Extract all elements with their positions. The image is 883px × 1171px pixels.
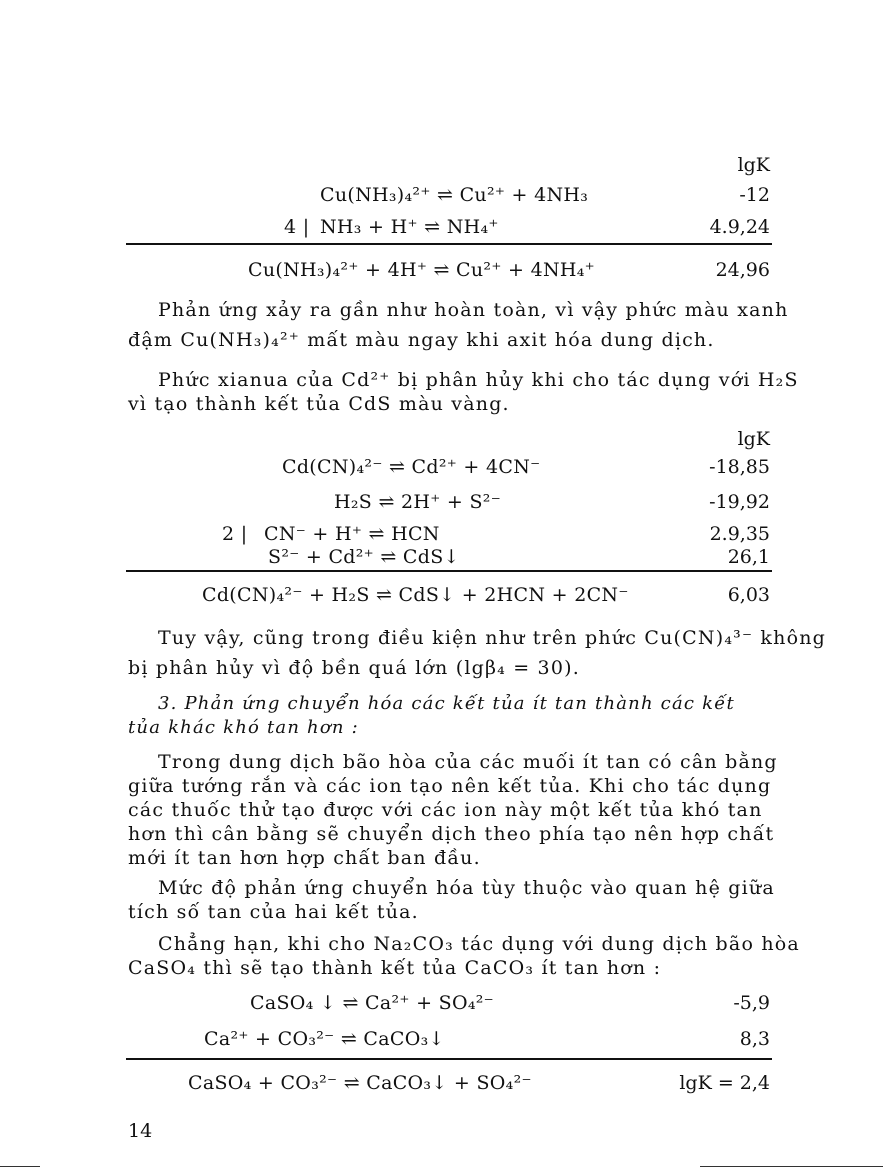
equation-caso4-dissolution: CaSO₄ ↓ ⇌ Ca²⁺ + SO₄²⁻ <box>250 992 494 1014</box>
lgk-total: 6,03 <box>727 584 770 606</box>
lgk-value: 26,1 <box>727 546 770 568</box>
paragraph: Trong dung dịch bão hòa của các muối ít tan có cân bằng giữa tướng rắn và các ion tạo nên kết tủa. Khi cho tác dụng các thuốc thử tạo được với các ion này một kết tủa khó tan hơn thì cân bằng sẽ chuyển dịch theo phía tạo nên hợp chất mới ít tan hơn hợp chất ban đầu. <box>128 751 778 869</box>
page-number: 14 <box>128 1120 153 1142</box>
lgk-value: -18,85 <box>709 456 770 478</box>
lgk-value: -19,92 <box>709 491 770 513</box>
equation-cd-dissociation: Cd(CN)₄²⁻ ⇌ Cd²⁺ + 4CN⁻ <box>282 456 541 478</box>
lgk-header-2: lgK <box>737 428 770 450</box>
sum-rule <box>126 1058 772 1060</box>
equation-overall-cd: Cd(CN)₄²⁻ + H₂S ⇌ CdS↓ + 2HCN + 2CN⁻ <box>202 584 629 606</box>
lgk-header-1: lgK <box>737 154 770 176</box>
paragraph: Phức xianua của Cd²⁺ bị phân hủy khi cho tác dụng với H₂S vì tạo thành kết tủa CdS màu vàng. <box>128 369 799 415</box>
equation-cds-precipitation: S²⁻ + Cd²⁺ ⇌ CdS↓ <box>268 546 460 568</box>
lgk-value: -5,9 <box>733 992 770 1014</box>
equation-caco3-precipitation: Ca²⁺ + CO₃²⁻ ⇌ CaCO₃↓ <box>204 1028 445 1050</box>
paragraph: Mức độ phản ứng chuyển hóa tùy thuộc vào quan hệ giữa tích số tan của hai kết tủa. <box>128 877 775 923</box>
equation-nh3-protonation: NH₃ + H⁺ ⇌ NH₄⁺ <box>320 216 499 238</box>
lgk-value: 4.9,24 <box>709 216 770 238</box>
equation-cn-protonation: CN⁻ + H⁺ ⇌ HCN <box>264 523 440 545</box>
section-heading: 3. Phản ứng chuyển hóa các kết tủa ít tan thành các kết tủa khác khó tan hơn : <box>128 693 735 738</box>
lgk-total: 24,96 <box>715 259 770 281</box>
lgk-total: lgK = 2,4 <box>679 1072 770 1094</box>
sum-rule <box>126 570 772 572</box>
equation-cu-dissociation: Cu(NH₃)₄²⁺ ⇌ Cu²⁺ + 4NH₃ <box>320 184 589 206</box>
multiplier: 2 | <box>222 523 248 545</box>
lgk-value: -12 <box>739 184 770 206</box>
paragraph: Chẳng hạn, khi cho Na₂CO₃ tác dụng với dung dịch bão hòa CaSO₄ thì sẽ tạo thành kết tủa CaCO₃ ít tan hơn : <box>128 933 800 979</box>
lgk-value: 8,3 <box>739 1028 770 1050</box>
lgk-value: 2.9,35 <box>709 523 770 545</box>
paragraph: Phản ứng xảy ra gần như hoàn toàn, vì vậy phức màu xanh đậm Cu(NH₃)₄²⁺ mất màu ngay khi axit hóa dung dịch. <box>128 299 789 351</box>
equation-overall-ca: CaSO₄ + CO₃²⁻ ⇌ CaCO₃↓ + SO₄²⁻ <box>188 1072 532 1094</box>
scan-edge-line <box>0 1166 40 1167</box>
equation-overall-cu: Cu(NH₃)₄²⁺ + 4H⁺ ⇌ Cu²⁺ + 4NH₄⁺ <box>248 259 596 281</box>
paragraph: Tuy vậy, cũng trong điều kiện như trên phức Cu(CN)₄³⁻ không bị phân hủy vì độ bền quá lớn (lgβ₄ = 30). <box>128 627 827 679</box>
scan-edge-line <box>700 1166 883 1167</box>
multiplier: 4 | <box>284 216 310 238</box>
sum-rule <box>126 243 772 245</box>
equation-h2s-dissociation: H₂S ⇌ 2H⁺ + S²⁻ <box>334 491 502 513</box>
